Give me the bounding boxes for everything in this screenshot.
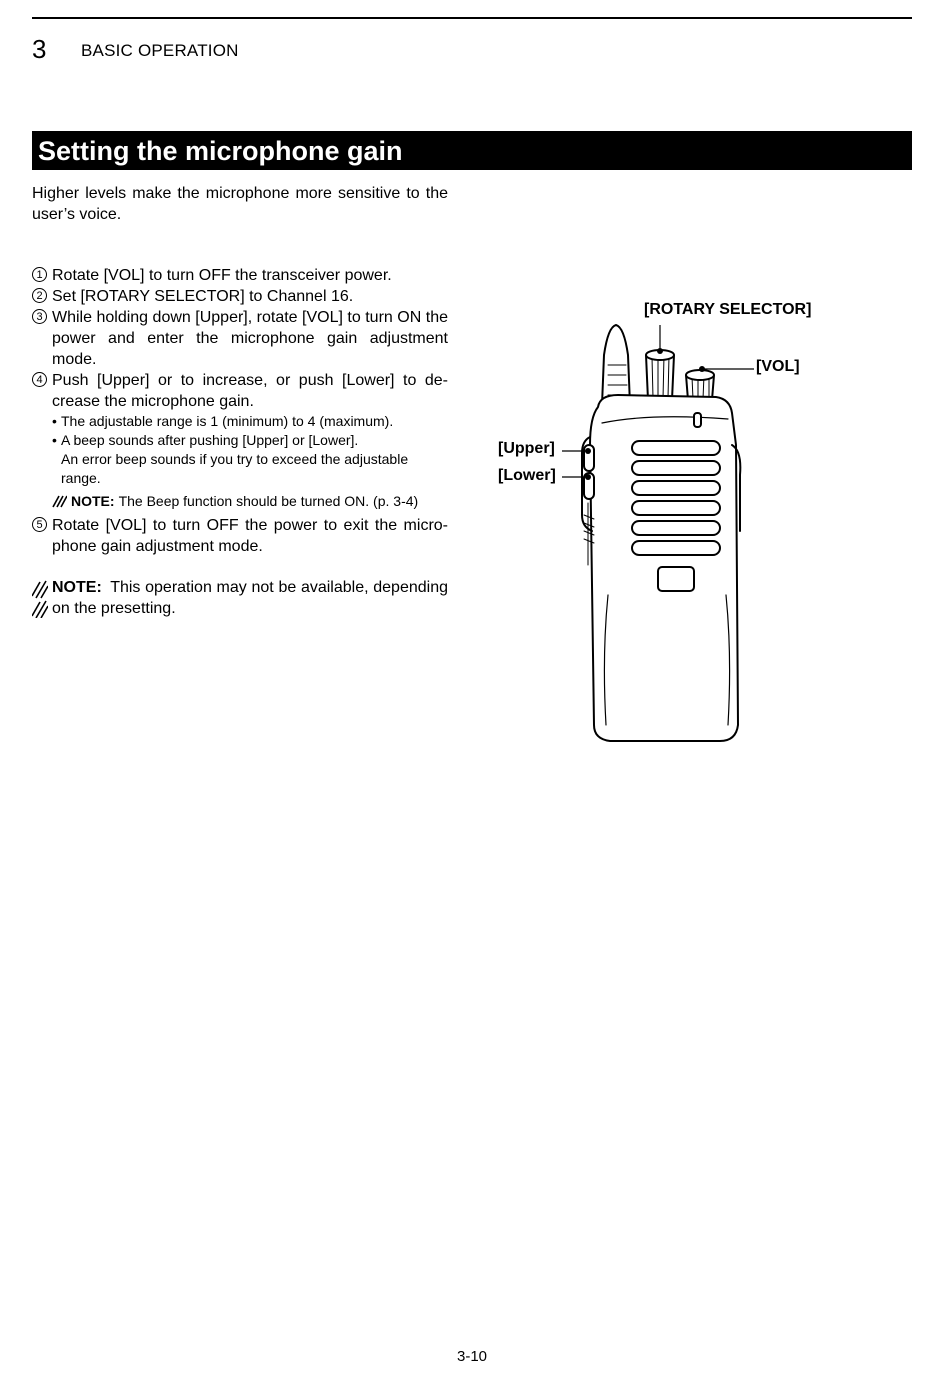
step-1 [32,265,448,286]
section-heading-bar [32,131,912,170]
step-marker: 5 [32,517,47,532]
header-rule [32,17,912,19]
step-3 [32,307,448,370]
label-rotary-selector: [ROTARY SELECTOR] [644,301,812,318]
note-paragraph [32,577,448,619]
step-4-bullets [32,412,448,488]
step-marker: 3 [32,309,47,324]
bullet-item: • A beep sounds after pushing [Upper] or [Lower]. [52,431,448,450]
note-text: The Beep function should be turned ON. (p. 3-4) [118,493,419,509]
steps-list [32,265,448,557]
label-vol: [VOL] [756,358,800,375]
step-text: Rotate [VOL] to turn OFF the transceiver power. [52,267,392,284]
step-marker: 1 [32,267,47,282]
step-marker: 2 [32,288,47,303]
step-text: Set [ROTARY SELECTOR] to Channel 16. [52,288,354,305]
page-number: 3-10 [456,1348,488,1365]
step-text: Push [Upper] or to increase, or push [Lower] to decrease the microphone gain. [52,372,448,410]
label-upper: [Upper] [498,440,555,457]
intro-paragraph: Higher levels make the microphone more sensitive to the user’s voice. [32,185,448,223]
step-4-note [32,492,448,511]
step-marker: 4 [32,372,47,387]
chapter-number: 3 [32,34,47,64]
note-icon [32,580,48,618]
note-label: NOTE: [52,579,102,596]
bullet-continuation: An error beep sounds if you try to exceed the adjustable range. [61,451,409,486]
chapter-title: BASIC OPERATION [81,41,239,60]
step-4 [32,370,448,412]
note-icon [52,495,67,508]
step-2 [32,286,448,307]
label-lower: [Lower] [498,467,556,484]
radio-figure [490,295,830,745]
step-text: While holding down [Upper], rotate [VOL] to turn ON the power and enter the microphone gain adjustment mode. [52,309,448,368]
bullet-item: • The adjustable range is 1 (minimum) to 4 (maximum). [52,412,448,431]
step-text: Rotate [VOL] to turn OFF the power to exit the microphone gain adjustment mode. [52,517,448,555]
section-title: Setting the microphone gain [38,136,403,166]
final-note [32,577,448,619]
step-5 [32,515,448,557]
note-label: NOTE: [71,493,115,509]
note-text: This operation may not be available, depending on the presetting. [52,579,448,617]
